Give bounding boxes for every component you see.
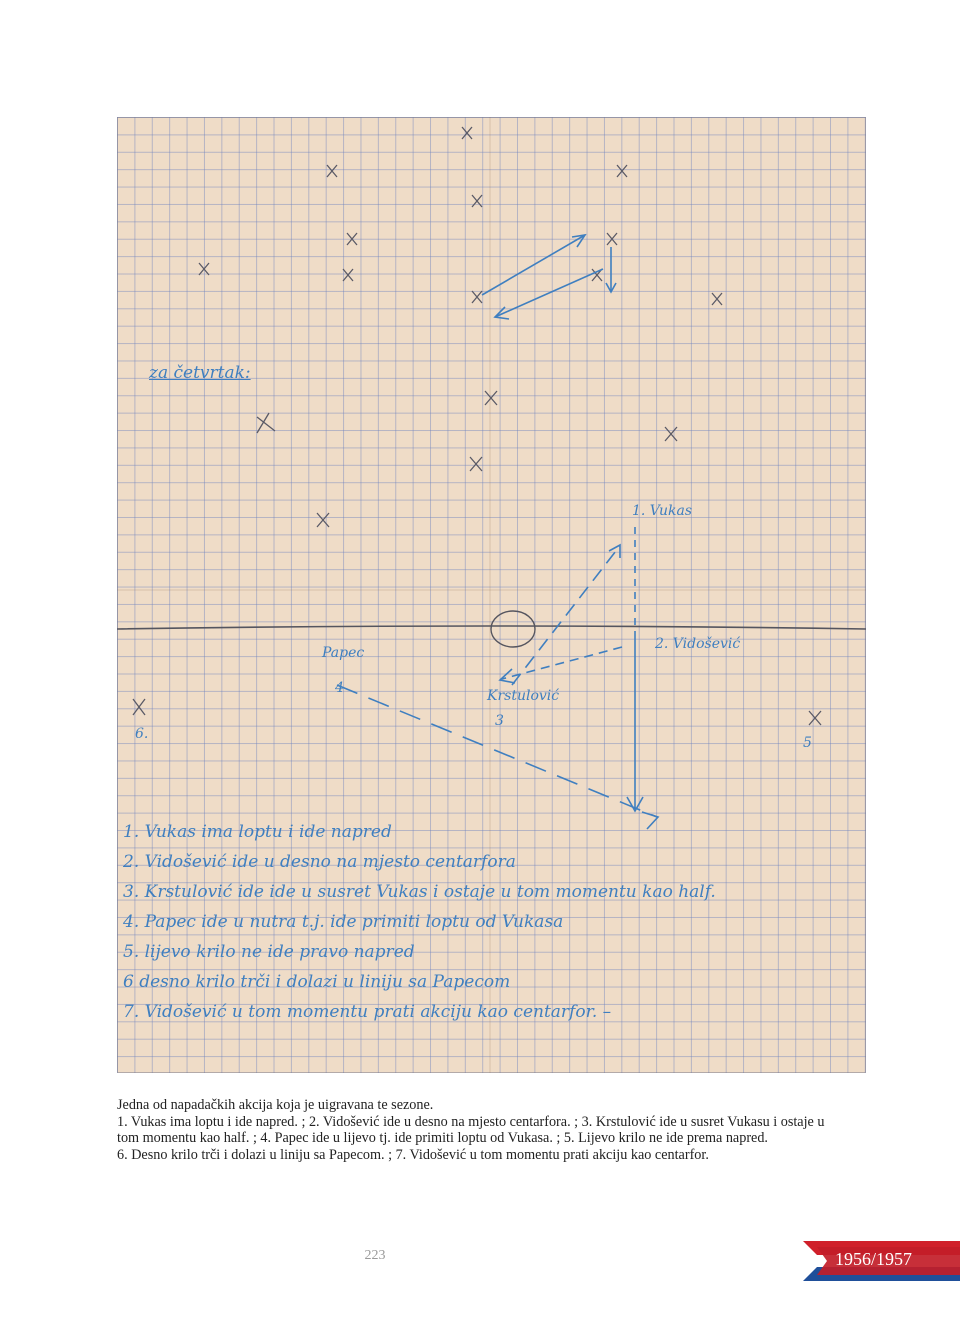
- note-line: 3. Krstulović ide ide u susret Vukas i ostaje u tom momentu kao half.: [123, 882, 716, 902]
- label-krstulovic-number: 3: [495, 713, 504, 729]
- note-line: 5. lijevo krilo ne ide pravo napred: [123, 942, 415, 962]
- label-vidosevic: 2. Vidošević: [655, 636, 741, 652]
- note-line: 1. Vukas ima loptu i ide napred: [123, 822, 392, 842]
- handwritten-title: za četvrtak:: [149, 363, 251, 383]
- caption-line: 6. Desno krilo trči i dolazi u liniju sa Papecom. ; 7. Vidošević u tom momentu prati akciju kao centarfor.: [117, 1146, 709, 1163]
- season-badge: 1956/1957: [835, 1249, 913, 1269]
- note-line: 6 desno krilo trči i dolazi u liniju sa Papecom: [123, 972, 511, 992]
- note-line: 7. Vidošević u tom momentu prati akciju kao centarfor. –: [123, 1002, 612, 1022]
- pass-arrows: [337, 235, 658, 829]
- caption-line: tom momentu kao half. ; 4. Papec ide u lijevo tj. ide primiti loptu od Vukasa. ; 5. Lijevo krilo ne ide prema napred.: [117, 1130, 768, 1147]
- handwritten-tactics-sheet: [117, 117, 866, 1073]
- note-line: 4. Papec ide u nutra t.j. ide primiti loptu od Vukasa: [123, 912, 564, 932]
- page-number: 223: [364, 1248, 386, 1263]
- label-right-wing-number: 5: [803, 735, 812, 751]
- label-papec: Papec: [322, 645, 365, 661]
- label-left-wing-number: 6.: [135, 726, 149, 742]
- center-circle: [491, 611, 535, 647]
- handwritten-notes: [123, 817, 863, 1027]
- label-krstulovic: Krstulović: [487, 688, 560, 704]
- note-line: 2. Vidošević ide u desno na mjesto centarfora: [123, 852, 516, 872]
- label-vukas: 1. Vukas: [632, 503, 693, 519]
- figure-caption: [117, 1097, 877, 1163]
- caption-line: 1. Vukas ima loptu i ide napred. ; 2. Vidošević ide u desno na mjesto centarfora. ; 3. Krstulović ide u susret Vukasu i ostaje u: [117, 1113, 825, 1130]
- label-papec-number: 4: [335, 680, 344, 696]
- caption-intro: Jedna od napadačkih akcija koja je uigravana te sezone.: [117, 1097, 434, 1113]
